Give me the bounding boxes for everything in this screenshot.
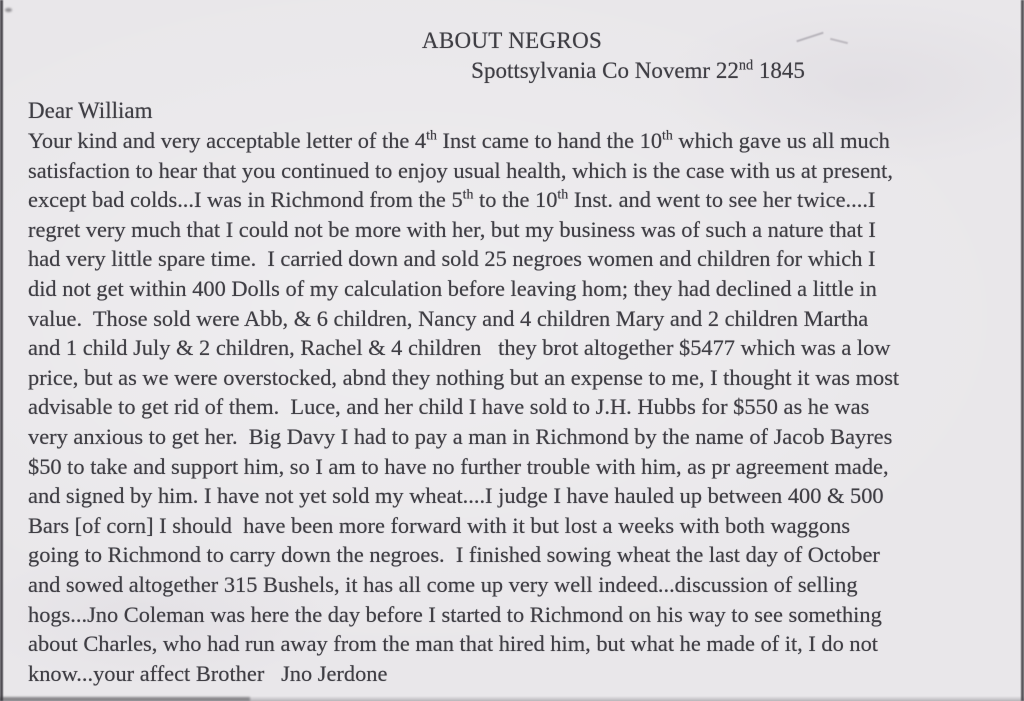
letter-line: Bars [of corn] I should have been more forward with it but lost a weeks with both waggons bbox=[28, 512, 851, 538]
letter-line: $50 to take and support him, so I am to have no further trouble with him, as pr agreement made, bbox=[28, 453, 889, 479]
scan-edge-bottom-left bbox=[0, 697, 250, 701]
letter-line: Your kind and very acceptable letter of the 4th Inst came to hand the 10th which gave us all much bbox=[28, 128, 890, 153]
letter-salutation: Dear William bbox=[28, 98, 153, 123]
letter-line: going to Richmond to carry down the negroes. I finished sowing wheat the last day of October bbox=[28, 542, 880, 568]
letter-line: very anxious to get her. Big Davy I had to pay a man in Richmond by the name of Jacob Bayres bbox=[28, 423, 893, 449]
letter-line: satisfaction to hear that you continued to enjoy usual health, which is the case with us at present, bbox=[28, 157, 893, 183]
letter-line: advisable to get rid of them. Luce, and her child I have sold to J.H. Hubbs for $550 as he was bbox=[28, 394, 870, 420]
scan-edge-left bbox=[0, 0, 3, 701]
letter-line: know...your affect Brother Jno Jerdone bbox=[28, 660, 388, 686]
letter-line: about Charles, who had run away from the man that hired him, but what he made of it, I do not bbox=[28, 631, 879, 657]
letter-dateline-row bbox=[0, 56, 1024, 86]
letter-line: and sowed altogether 315 Bushels, it has all come up very well indeed...discussion of selling bbox=[28, 571, 858, 597]
letter-line: had very little spare time. I carried down and sold 25 negroes women and children for which I bbox=[28, 246, 876, 272]
letter-line: hogs...Jno Coleman was here the day before I started to Richmond on his way to see something bbox=[28, 601, 882, 627]
letter-line: did not get within 400 Dolls of my calculation before leaving hom; they had declined a little in bbox=[28, 275, 877, 301]
letter-dateline: Spottsylvania Co Novemr 22nd 1845 bbox=[471, 57, 805, 83]
letter-line: regret very much that I could not be more with her, but my business was of such a nature that I bbox=[28, 216, 876, 242]
letter-title: ABOUT NEGROS bbox=[421, 28, 603, 53]
letter-line: value. Those sold were Abb, & 6 children, Nancy and 4 children Mary and 2 children Martha bbox=[28, 305, 869, 331]
scan-speck bbox=[5, 8, 12, 12]
letter-line: and signed by him. I have not yet sold my wheat....I judge I have hauled up between 400 & 500 bbox=[28, 483, 884, 509]
letter-line: and 1 child July & 2 children, Rachel & 4 children they brot altogether $5477 which was a low bbox=[28, 335, 891, 361]
letter-line: price, but as we were overstocked, abnd they nothing but an expense to me, I thought it was most bbox=[28, 364, 900, 390]
letter-line: except bad colds...I was in Richmond from the 5th to the 10th Inst. and went to see her twice....I bbox=[28, 187, 876, 213]
letter-body bbox=[28, 126, 1024, 688]
